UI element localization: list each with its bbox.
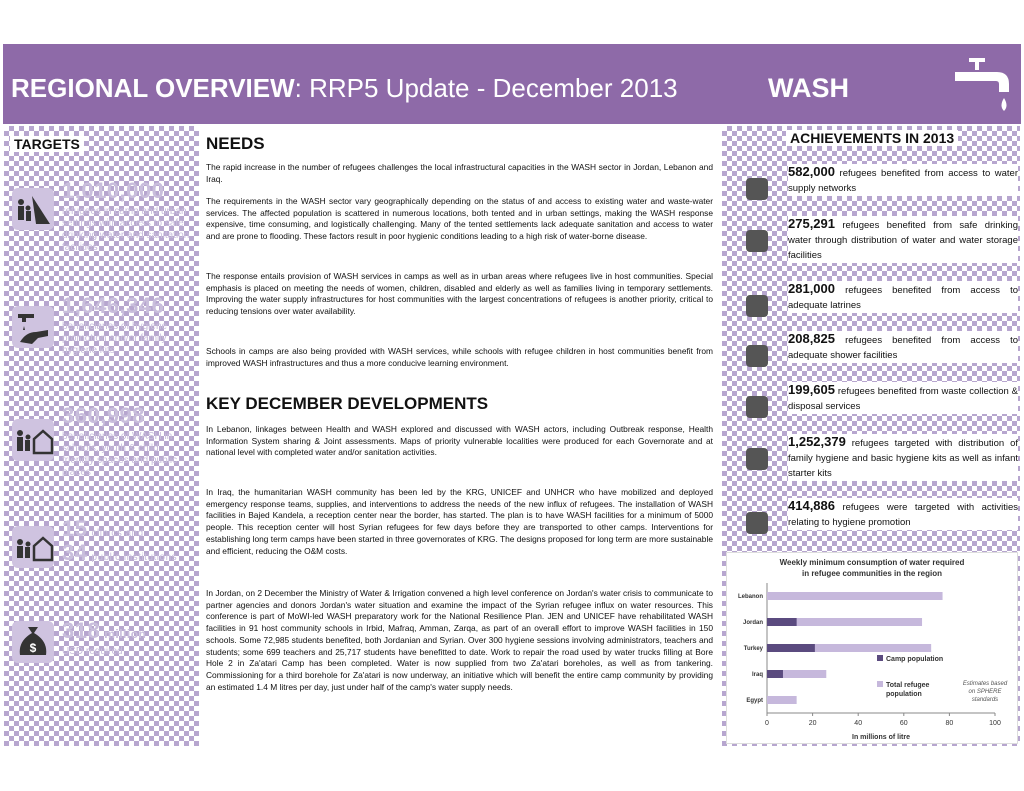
developments-heading: KEY DECEMBER DEVELOPMENTS (206, 394, 489, 413)
chart-x-tick-label: 60 (899, 720, 908, 727)
chart-svg (727, 553, 1017, 743)
hygiene-promotion-icon (746, 512, 768, 534)
chart-x-axis-label: In millions of litre (852, 734, 910, 741)
chart-note-line3: standards (971, 697, 999, 703)
chart-category-label: Lebanon (738, 594, 763, 600)
latrine-icon (746, 295, 768, 317)
chart-category-label: Turkey (743, 646, 763, 652)
developments-paragraph: In Lebanon, linkages between Health and WASH explored and discussed with WASH actors, including Outbreak response, Health Information System sharing & Joint assessments. Maps of priority vulnerable localities were produced for each Governorate and at national level with completed water and/or sanitation activities. (206, 424, 713, 458)
needs-paragraph: The rapid increase in the number of refugees challenges the local infrastructural capacities in the WASH sector in Jordan, Lebanon and Iraq. (206, 162, 713, 184)
needs-paragraph: The requirements in the WASH sector vary geographically depending on the status of and access to existing water and waste-water services. The affected population is scattered in numerous locations, both tented and in urban settings, making the WASH response expensive, time consuming, and logistically challenging. Many of the tented settlements lack adequate sanitation and access to water and are prone to flooding. These factors result in poor hygienic conditions leading to a high risk of water-borne disease. (206, 196, 713, 242)
svg-text:$: $ (29, 641, 37, 655)
target-value: 1,010,000 (62, 178, 165, 203)
hand-washing-icon (12, 306, 54, 348)
target-value-2: 34 public institutions (62, 540, 178, 565)
chart-category-label: Jordan (742, 620, 763, 626)
main-content (200, 126, 720, 746)
chart-note: Estimates based (962, 681, 1008, 687)
achievement-item (738, 164, 1019, 214)
legend-label-total: Total refugee (886, 682, 930, 689)
targets-panel (4, 126, 199, 746)
page-header (3, 44, 1021, 124)
needs-paragraph: The response entails provision of WASH services in camps as well as in urban areas where refugees live in host communities. Special emphasis is placed on meeting the needs of women, children, disabled and elderly as well as families living in temporary settlements. Improving the water supply infrastructures for host communities with the largest concentrations of refugees is another priority, critical to reducing tensions over water availability. (206, 271, 713, 317)
chart-bar-camp (767, 618, 797, 626)
achievement-text: 1,252,379 refugees targeted with distribution of family hygiene and basic hygiene kits as well as infant starter kits (788, 434, 1018, 479)
achievement-text: 199,605 refugees benefited from waste collection & disposal services (788, 382, 1019, 412)
chart-x-tick-label: 20 (808, 720, 817, 727)
sector-title: WASH (768, 73, 849, 103)
target-value: 318 million (62, 618, 147, 643)
page-title: REGIONAL OVERVIEW: RRP5 Update - December 2013 (11, 73, 678, 103)
chart-x-tick-label: 40 (854, 720, 863, 727)
money-bag-icon (12, 621, 54, 663)
achievement-item (738, 216, 1018, 276)
target-item (4, 176, 199, 276)
achievement-text: 281,000 refugees benefited from access to adequate latrines (788, 281, 1019, 311)
developments-paragraph: In Iraq, the humanitarian WASH community has been led by the KRG, UNICEF and UNHCR who have mobilized and deployed emergency response teams, supplies, and interventions to address the needs of the new influx of refugees. The installation of WASH facilities in Bajed Kandela, a reception center near the border, has started. The plan is to have WASH facilities for a minimum of 5000 people. This reception center will host Syrian refugees for few days before they are transported to other camps. Interventions for establishing long term camps have been started in three governorates of KRG. The designs proposed for long term are more sustainable and efficient, reducing the O&M costs. (206, 487, 713, 556)
achievement-item (738, 434, 1018, 496)
water-tap-icon (746, 178, 768, 200)
achievement-text: 414,886 refugees were targeted with activities relating to hygiene promotion (788, 498, 1018, 528)
water-consumption-chart (726, 552, 1018, 744)
chart-x-tick-label: 80 (945, 720, 954, 727)
needs-heading: NEEDS (206, 134, 265, 153)
achievement-text: 208,825 refugees benefited from access to adequate shower facilities (788, 331, 1019, 361)
needs-paragraph: Schools in camps are also being provided with WASH services, while schools with refugee children in host communities benefit from improved WASH infrastructures and thus a more conducive learning environment. (206, 346, 713, 368)
shower-icon (746, 345, 768, 367)
school-icon (12, 526, 54, 568)
hygiene-kit-icon (746, 448, 768, 470)
waste-bin-icon (746, 396, 768, 418)
achievement-item (738, 498, 1018, 548)
target-item (4, 516, 199, 586)
chart-category-label: Iraq (751, 672, 763, 678)
target-desc: refugees in camp and urban settings with access to safe drinking water and sanitation facilities (62, 206, 190, 253)
faucet-icon (951, 54, 1013, 116)
targets-heading: TARGETS (10, 136, 84, 152)
chart-bar-total (767, 696, 797, 704)
chart-bar-camp (767, 670, 783, 678)
chart-title: Weekly minimum consumption of water required (779, 558, 965, 567)
chart-x-tick-label: 100 (989, 720, 1001, 727)
target-value: 15 clinics and (62, 516, 144, 541)
target-item (4, 401, 199, 496)
chart-title-line2: in refugee communities in the region (801, 569, 943, 578)
water-storage-icon (746, 230, 768, 252)
achievement-item (738, 331, 1019, 381)
achievement-item (738, 382, 1019, 432)
chart-bar-camp (767, 644, 815, 652)
legend-label-camp: Camp population (886, 656, 944, 663)
chart-bar-total (767, 592, 943, 600)
target-item (4, 616, 199, 676)
achievements-heading: ACHIEVEMENTS IN 2013 (786, 130, 958, 146)
legend-label-total-line2: population (886, 691, 922, 698)
target-desc: beneficiaries of WASH in schools, youth & child friendly spaces and public places (62, 431, 178, 478)
chart-note-line2: on SPHERE (968, 689, 1002, 695)
target-item (4, 291, 199, 381)
legend-swatch-camp (877, 655, 883, 661)
legend-swatch-total (877, 681, 883, 687)
achievement-item (738, 281, 1019, 331)
achievement-text: 275,291 refugees benefited from safe drinking water through distribution of water and water storage facilities (788, 216, 1018, 261)
achievement-text: 582,000 refugees benefited from access to water supply networks (788, 164, 1019, 194)
chart-category-label: Egypt (746, 698, 763, 704)
target-desc: beneficiaries of hygiene promotion and/or family hygiene kits (62, 321, 168, 356)
target-value: 360,998 (62, 403, 146, 428)
chart-x-tick-label: 0 (765, 720, 769, 727)
developments-paragraph: In Jordan, on 2 December the Ministry of Water & Irrigation convened a high level conference on Jordan's water crisis to communicate to partner agencies and donors Jordan's water situation and examine the impact of the Syrian refugee influx on water resources. This conference is part of MoWI-led WASH preparatory work for the National Resilience Plan. JEN and UNICEF have rehabilitated WASH facilities in 91 host community schools in Irbid, Mafraq, Amman, Zarqa, as part of an overall effort to improve WASH facilities in 150 schools. Some 72,985 students benefited, both Jordanian and Syrian. Over 300 hygiene sessions involving administrators, teachers and students; some 699 teachers and 25,717 students have benefitted to date. Work to repair the road used by water trucks filling at Bore Hole 2 in Za'atari Camp has been completed. Water is now supplied from two Za'atari boreholes, as well as from tankering. Commissioning for a third borehole for Za'atari is now underway, an initiative which will benefit the entire camp community by providing an estimated 1.4 M litres per day, just under half of the camp's water supply needs. (206, 588, 713, 692)
school-children-icon (12, 419, 54, 461)
target-value: 1,646,346 (62, 293, 165, 318)
target-desc: USD required (62, 646, 123, 657)
family-tent-icon (12, 188, 54, 230)
